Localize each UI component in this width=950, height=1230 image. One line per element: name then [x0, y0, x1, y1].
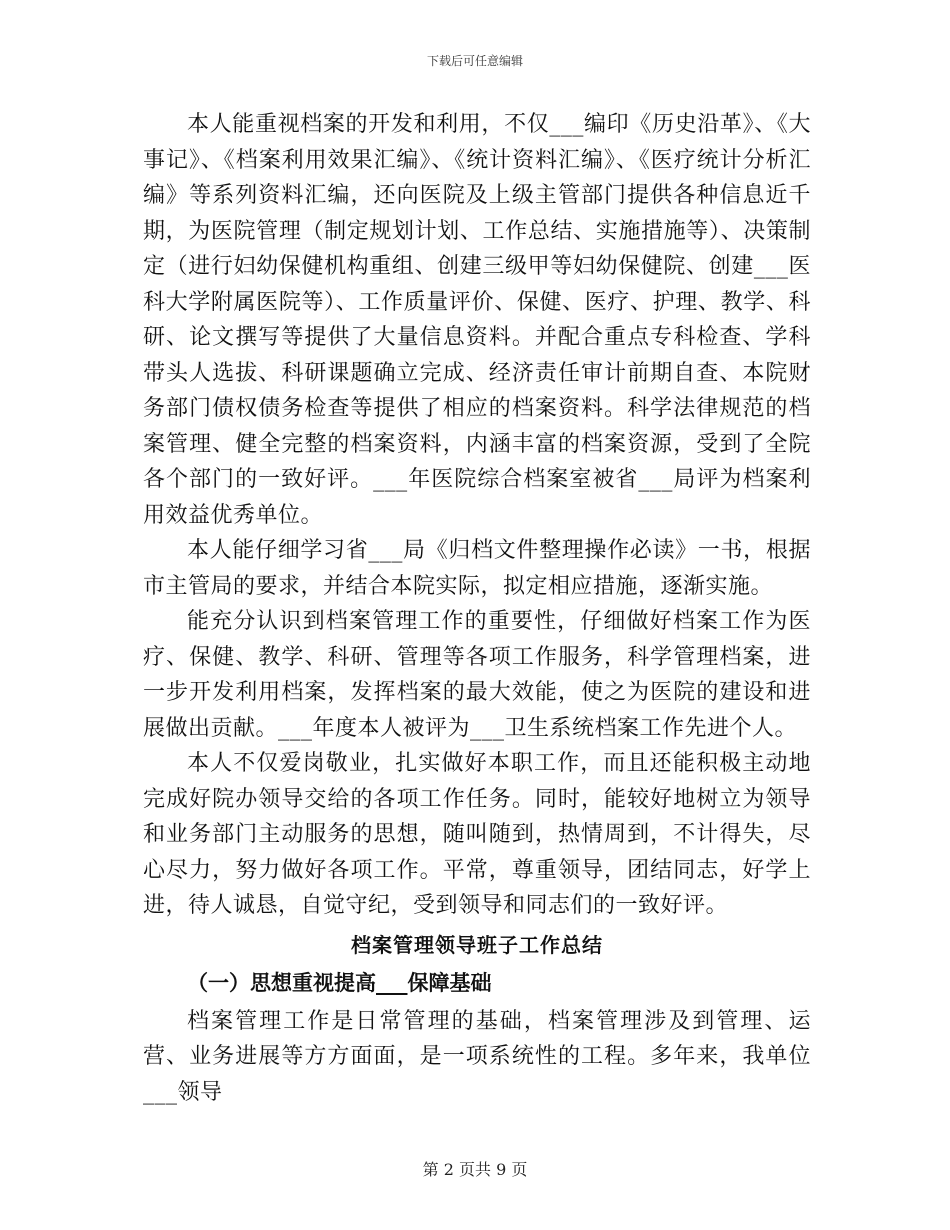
paragraph-management-basis: 档案管理工作是日常管理的基础，档案管理涉及到管理、运营、业务进展等方方面面，是一项系统性的工程。多年来，我单位___领导	[143, 1008, 811, 1105]
paragraph-dedication: 本人不仅爱岗敬业，扎实做好本职工作，而且还能积极主动地完成好院办领导交给的各项工作任务。同时，能较好地树立为领导和业务部门主动服务的思想，随叫随到，热情周到，不计得失，尽心尽力，努力做好各项工作。平常，尊重领导，团结同志，好学上进，待人诚恳，自觉守纪，受到领导和同志们的一致好评。	[143, 751, 811, 918]
paragraph-study-guidelines: 本人能仔细学习省___局《归档文件整理操作必读》一书，根据市主管局的要求，并结合本院实际，拟定相应措施，逐渐实施。	[143, 538, 811, 599]
page-footer: 第 2 页共 9 页	[422, 1160, 528, 1179]
page-header: 下载后可任意编辑	[426, 54, 523, 68]
section-title: 档案管理领导班子工作总结	[351, 932, 603, 957]
document-body	[143, 107, 811, 1110]
subsection-title: （一）思想重视提高___保障基础	[187, 969, 492, 995]
paragraph-importance: 能充分认识到档案管理工作的重要性，仔细做好档案工作为医疗、保健、教学、科研、管理等各项工作服务，科学管理档案，进一步开发利用档案，发挥档案的最大效能，使之为医院的建设和进展做出贡献。___年度本人被评为___卫生系统档案工作先进个人。	[143, 609, 811, 741]
paragraph-archive-utilization: 本人能重视档案的开发和利用，不仅___编印《历史沿革》、《大事记》、《档案利用效果汇编》、《统计资料汇编》、《医疗统计分析汇编》等系列资料汇编，还向医院及上级主管部门提供各种信息近千期，为医院管理（制定规划计划、工作总结、实施措施等）、决策制定（进行妇幼保健机构重组、创建三级甲等妇幼保健院、创建___医科大学附属医院等）、工作质量评价、保健、医疗、护理、教学、科研、论文撰写等提供了大量信息资料。并配合重点专科检查、学科带头人选拔、科研课题确立完成、经济责任审计前期自查、本院财务部门债权债务检查等提供了相应的档案资料。科学法律规范的档案管理、健全完整的档案资料，内涵丰富的档案资源，受到了全院各个部门的一致好评。___年医院综合档案室被省___局评为档案利用效益优秀单位。	[143, 112, 811, 528]
